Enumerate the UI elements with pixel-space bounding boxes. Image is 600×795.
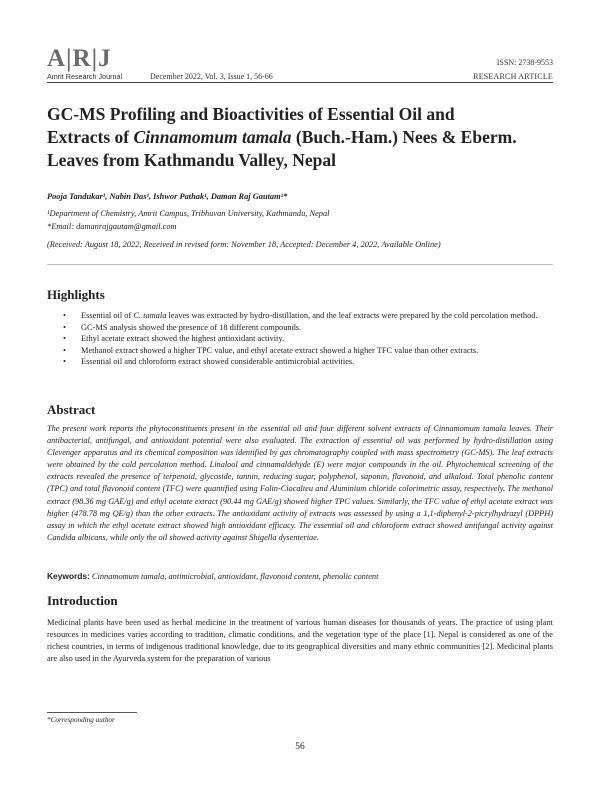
author-list: Pooja Tandukar¹, Nabin Das¹, Ishwor Pathak¹, Daman Raj Gautam¹* xyxy=(47,192,288,201)
paper-title xyxy=(47,103,557,172)
keywords-text: Cinnamomum tamala, antimicrobial, antioxidant, flavonoid content, phenolic content xyxy=(91,572,379,581)
abstract-heading: Abstract xyxy=(47,402,96,417)
footnote: *Corresponding author xyxy=(47,716,115,724)
bullet-icon: • xyxy=(63,311,66,320)
list-item: • Essential oil of C. tamala leaves was extracted by hydro-distillation, and the leaf extracts were prepared by the cold percolation method. xyxy=(63,311,538,320)
highlights-list xyxy=(63,310,553,368)
bullet-icon: • xyxy=(63,345,66,355)
journal-logo: A|R|J xyxy=(47,45,112,72)
introduction-heading: Introduction xyxy=(47,593,118,608)
bullet-icon: • xyxy=(63,334,66,344)
list-item: • Essential oil and chloroform extract showed considerable antimicrobial activities. xyxy=(63,357,355,367)
affiliation: ¹Department of Chemistry, Amrit Campus, Tribhuvan University, Kathmandu, Nepal xyxy=(47,209,330,218)
keywords-label: Keywords: xyxy=(47,571,90,581)
contact-email: *Email: damanrajgautam@gmail.com xyxy=(47,222,177,231)
article-type: RESEARCH ARTICLE xyxy=(473,72,553,81)
highlights-heading: Highlights xyxy=(47,287,105,302)
list-item: • Methanol extract showed a higher TPC value, and ethyl acetate extract showed a higher TFC value than other extracts. xyxy=(63,345,479,355)
section-divider xyxy=(47,264,553,265)
title-line-3: Leaves from Kathmandu Valley, Nepal xyxy=(47,150,336,170)
page-number: 56 xyxy=(295,742,305,752)
received-dates: (Received: August 18, 2022, Received in revised form: November 18, Accepted: December 4, 2022, Available Online) xyxy=(47,240,441,249)
issue-info: December 2022, Vol. 3, Issue 1, 56-66 xyxy=(150,72,273,81)
abstract-text: The present work reports the phytoconstituents present in the essential oil and four different solvent extracts of Cinnamomum tamala leaves. Their antibacterial, antifungal, and antioxidant potential were also evaluated. The extraction of essential oil was performed by hydro-distillation using Clevenger apparatus and its chemical composition was identified by gas chromatography coupled with mass spectrometry (GC-MS). The leaf extracts were obtained by the cold percolation method. Linalool and cinnamaldehyde (E) were major compounds in the oil. Phytochemical screening of the extracts revealed the presence of terpenoid, glycoside, tannin, reducing sugar, polyphenol, saponin, flavonoid, and alkaloid. Total phenolic content (TPC) and total flavonoid content (TFC) were quantified using Folin-Ciocalteu and Aluminium chloride colorimetric assay, respectively. The methanol extract (98.36 mg GAE/g) and ethyl acetate extract (90.44 mg GAE/g) showed higher TPC values. Similarly, the TFC value of ethyl acetate extract was higher (478.78 mg QE/g) than the other extracts. The antioxidant activity of extracts was assessed by using a 1,1-diphenyl-2-picrylhydrazyl (DPPH) assay in which the ethyl acetate extract showed high antioxidant efficacy. The essential oil and chloroform extract showed antifungal activity against Candida albicans, while only the oil showed activity against Shigella dysenteriae. xyxy=(47,424,553,542)
list-item: • Ethyl acetate extract showed the highest antioxidant activity. xyxy=(63,334,285,344)
bullet-icon: • xyxy=(63,322,66,332)
footnote-divider xyxy=(47,712,137,713)
list-item: • GC-MS analysis showed the presence of 18 different compounds. xyxy=(63,322,302,332)
header-divider xyxy=(47,82,553,83)
introduction-text: Medicinal plants have been used as herbal medicine in the treatment of various human diseases for thousands of years. The practice of using plant resources in medicines varies according to tradition, climatic conditions, and the vegetation type of the place [1]. Nepal is considered as one of the richest countries, in terms of indigenous traditional knowledge, due to its geographical diversities and many ethnic communities [2]. Medicinal plants are also used in the Ayurveda system for the preparation of various xyxy=(47,618,553,664)
bullet-icon: • xyxy=(63,357,66,367)
issn: ISSN: 2738-9553 xyxy=(496,58,553,67)
title-line-2: Extracts of Cinnamomum tamala (Buch.-Ham.) Nees & Eberm. xyxy=(47,127,517,147)
keywords xyxy=(47,571,553,582)
journal-name: Amrit Research Journal xyxy=(47,72,123,81)
title-line-1: GC-MS Profiling and Bioactivities of Essential Oil and xyxy=(47,104,455,124)
